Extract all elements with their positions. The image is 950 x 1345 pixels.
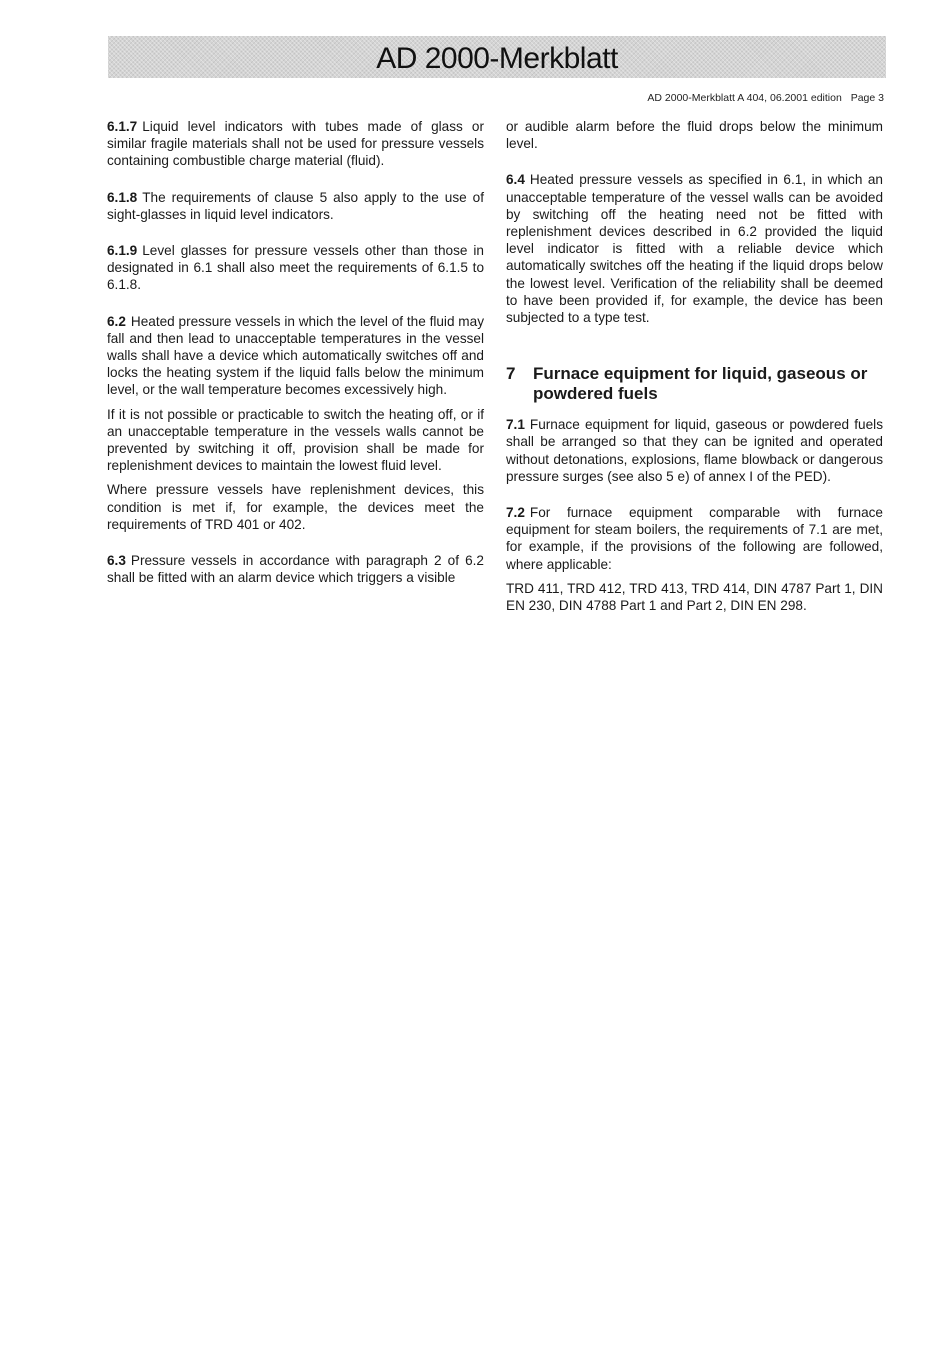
paragraph-text: If it is not possible or practicable to switch the heating off, or if an unacceptable temperature in the vessels walls cannot be prevented by switching it off, provision shall be made for replenishment devices to maintain the lowest fluid level. [107, 406, 484, 474]
page-meta [647, 92, 884, 104]
clause-number: 6.1.8 [107, 189, 138, 205]
paragraph-6-3 [107, 552, 484, 586]
clause-number: 6.3 [107, 553, 126, 569]
clause-number: 6.4 [506, 172, 525, 188]
paragraph-text: Liquid level indicators with tubes made of glass or similar fragile materials shall not be used for pressure vessels containing combustible charge material (fluid). [107, 119, 484, 169]
paragraph-6-4 [506, 171, 883, 326]
paragraph-text: For furnace equipment comparable with furnace equipment for steam boilers, the requirements of 7.1 are met, for example, if the provisions of the following are followed, where applicable: [506, 505, 883, 572]
section-title: Furnace equipment for liquid, gaseous or powdered fuels [533, 364, 868, 404]
paragraph-text: The requirements of clause 5 also apply to the use of sight-glasses in liquid level indicators. [107, 189, 484, 222]
paragraph-text: Furnace equipment for liquid, gaseous or powdered fuels shall be arranged so that they can be ignited and operated without detonations, explosions, flame blowback or dangerous pressure surges (see also 5 e) of annex I of the PED). [506, 417, 883, 484]
clause-number: 6.1.7 [107, 119, 138, 134]
page-number: Page 3 [850, 92, 884, 104]
paragraph-text: Where pressure vessels have replenishment devices, this condition is met if, for example, the devices meet the requirements of TRD 401 or 402. [107, 482, 484, 532]
paragraph-6-1-7 [107, 118, 484, 170]
paragraph-text: or audible alarm before the fluid drops below the minimum level. [506, 119, 883, 152]
edition-label: AD 2000-Merkblatt A 404, 06.2001 edition [647, 92, 842, 104]
clause-number: 7.1 [506, 417, 525, 433]
paragraph-6-1-8 [107, 189, 484, 223]
paragraph-6-3-continued [506, 118, 883, 152]
paragraph-text: Heated pressure vessels as specified in 6.1, in which an unacceptable temperature of the vessel walls can be avoided by switching off the heating need not be fitted with replenishment devices described in 6.2 provided the liquid level indicator is fitted with a reliable device which automatically switches off the heating if the liquid drops below the lowest level. Verification of the reliability shall be deemed to have been provided if, for example, the device has been subjected to a type test. [506, 172, 883, 326]
paragraph-6-2-trd [107, 481, 484, 533]
clause-number: 7.2 [506, 505, 525, 521]
paragraph-7-1 [506, 416, 883, 485]
paragraph-text: Pressure vessels in accordance with paragraph 2 of 6.2 shall be fitted with an alarm device which triggers a visible [107, 553, 484, 586]
paragraph-text: TRD 411, TRD 412, TRD 413, TRD 414, DIN 4787 Part 1, DIN EN 230, DIN 4788 Part 1 and Part 2, DIN EN 298. [506, 580, 883, 614]
section-heading-7 [506, 364, 883, 404]
paragraph-6-2 [107, 313, 484, 399]
paragraph-text: Heated pressure vessels in which the level of the fluid may fall and then lead to unacceptable temperatures in the vessel walls shall have a device which automatically switches off and locks the heating system if the liquid falls below the minimum level, or the wall temperature becomes excessively high. [107, 313, 484, 398]
document-title: AD 2000-Merkblatt [376, 42, 618, 75]
paragraph-6-1-9 [107, 242, 484, 294]
left-column [107, 118, 484, 605]
paragraph-6-2-replenishment [107, 406, 484, 475]
section-number: 7 [506, 364, 516, 384]
right-column [506, 118, 883, 633]
clause-number: 6.1.9 [107, 243, 138, 259]
clause-number: 6.2 [107, 313, 126, 329]
paragraph-text: Level glasses for pressure vessels other than those in designated in 6.1 shall also meet the requirements of 6.1.5 to 6.1.8. [107, 243, 484, 293]
header-banner [108, 36, 886, 78]
paragraph-7-2 [506, 504, 883, 573]
standards-list [506, 580, 883, 614]
